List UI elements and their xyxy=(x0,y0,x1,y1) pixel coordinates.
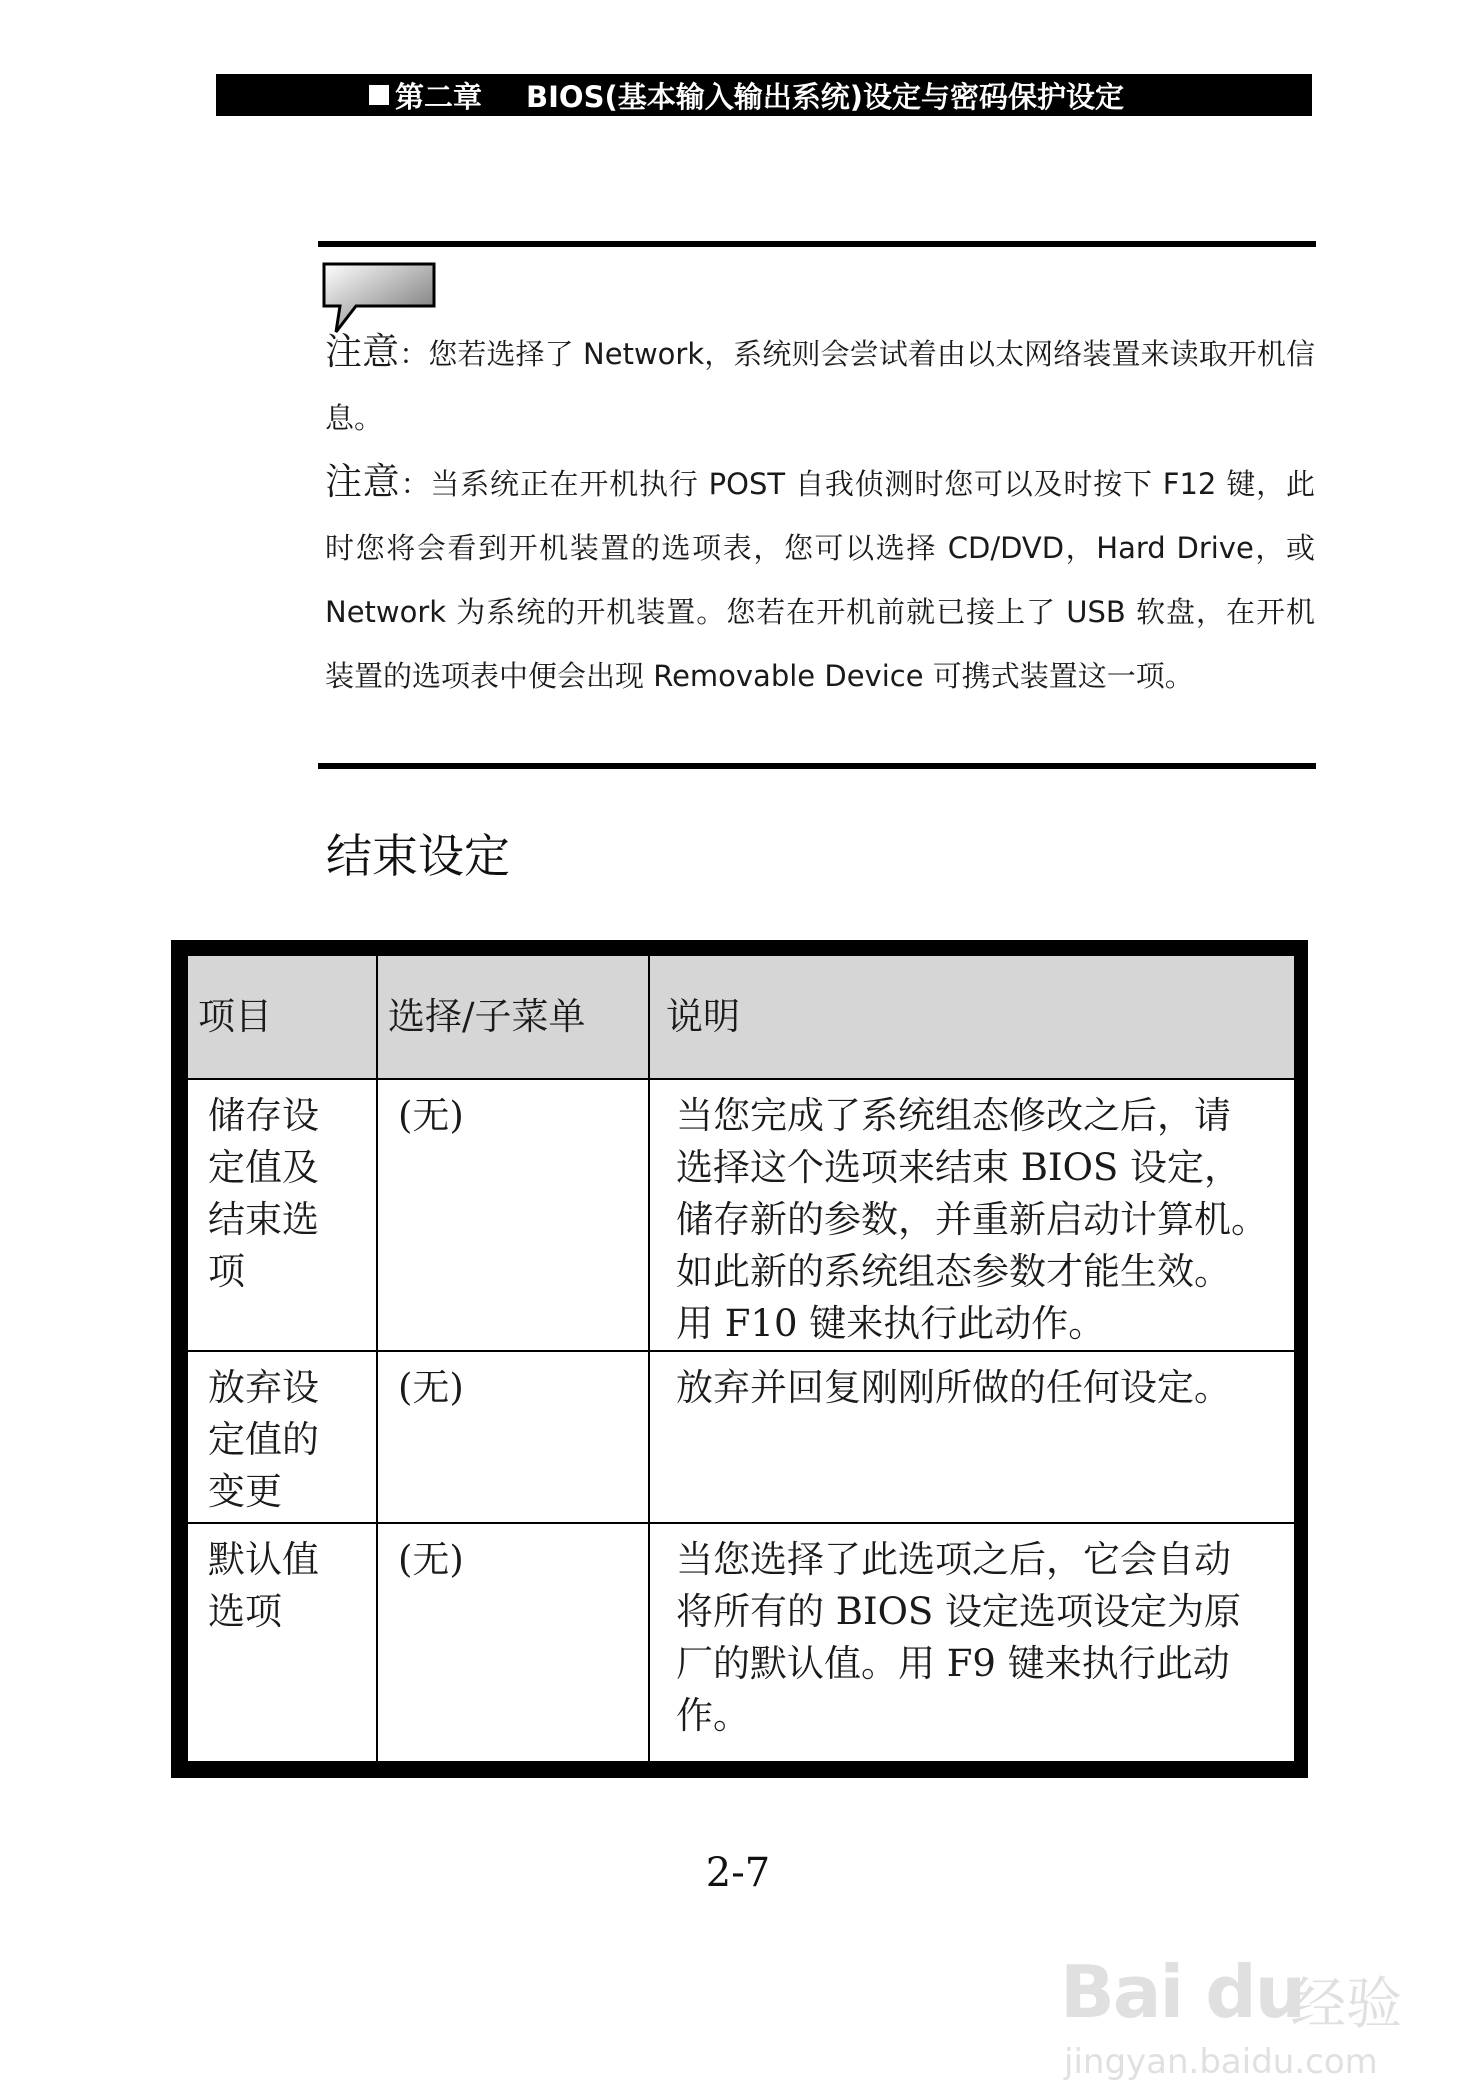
note-paragraph: 注意：您若选择了 Network，系统则会尝试着由以太网络装置来读取开机信息。 xyxy=(325,330,1315,435)
table-row xyxy=(187,1351,1295,1523)
baidu-logo: Bai du xyxy=(1060,1950,1305,2034)
exit-options-table xyxy=(186,954,1296,1763)
chapter-label: 第二章 xyxy=(395,79,483,114)
note-text: 您若选择了 Network，系统则会尝试着由以太网络装置来读取开机信息。 xyxy=(325,337,1315,435)
note-bottom-rule xyxy=(318,763,1316,769)
option-cell: (无) xyxy=(398,1094,464,1137)
description-cell: 放弃并回复刚刚所做的任何设定。 xyxy=(676,1366,1231,1409)
option-cell: (无) xyxy=(398,1538,464,1581)
note-block xyxy=(325,320,1315,708)
item-cell: 放弃设 定值的 变更 xyxy=(208,1366,319,1513)
description-cell: 当您选择了此选项之后，它会自动 将所有的 BIOS 设定选项设定为原 厂的默认值。用 F9 键来执行此动 作。 xyxy=(676,1538,1242,1737)
table-row xyxy=(187,1079,1295,1351)
page-number: 2-7 xyxy=(705,1850,771,1896)
note-text: 当系统正在开机执行 POST 自我侦测时您可以及时按下 F12 键，此时您将会看到开机装置的选项表，您可以选择 CD/DVD，Hard Drive，或 Network 为系统的开机装置。您若在开机前就已接上了 USB 软盘，在开机装置的选项表中便会出现 Removable Device 可携式装置这一项。 xyxy=(325,467,1315,693)
square-bullet-icon xyxy=(369,85,389,105)
note-paragraph: 注意：当系统正在开机执行 POST 自我侦测时您可以及时按下 F12 键，此时您将会看到开机装置的选项表，您可以选择 CD/DVD，Hard Drive，或 Network 为系统的开机装置。您若在开机前就已接上了 USB 软盘，在开机装置的选项表中便会出现 Removable Device 可携式装置这一项。 xyxy=(325,460,1315,693)
table-header-row xyxy=(187,955,1295,1079)
option-cell: (无) xyxy=(398,1366,464,1409)
description-cell: 当您完成了系统组态修改之后，请 选择这个选项来结束 BIOS 设定， 储存新的参数，并重新启动计算机。 如此新的系统组态参数才能生效。 用 F10 键来执行此动作。 xyxy=(676,1094,1268,1345)
chapter-header-bar xyxy=(216,74,1312,116)
chapter-title: BIOS(基本输入输出系统)设定与密码保护设定 xyxy=(526,79,1124,114)
watermark-brand: 经验 xyxy=(1290,1972,1402,2037)
note-label: 注意 xyxy=(325,330,400,373)
baidu-watermark xyxy=(1040,1950,1460,2080)
table-row xyxy=(187,1523,1295,1762)
note-top-rule xyxy=(318,241,1316,247)
note-label: 注意 xyxy=(325,460,401,503)
column-header-item: 项目 xyxy=(187,955,377,1079)
column-header-option: 选择/子菜单 xyxy=(377,955,649,1079)
item-cell: 储存设 定值及 结束选 项 xyxy=(208,1094,319,1293)
column-header-description: 说明 xyxy=(649,955,1295,1079)
watermark-url: jingyan.baidu.com xyxy=(1064,2042,1378,2082)
section-title: 结束设定 xyxy=(326,829,510,883)
item-cell: 默认值 选项 xyxy=(208,1538,319,1633)
